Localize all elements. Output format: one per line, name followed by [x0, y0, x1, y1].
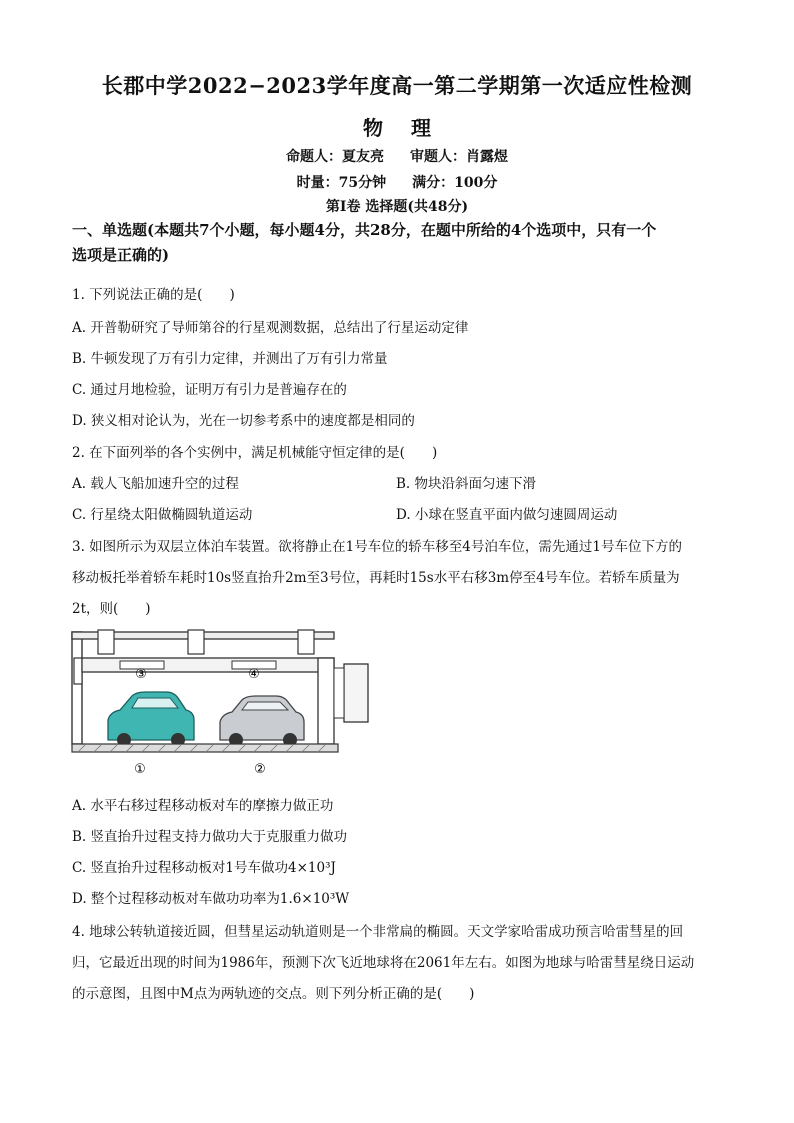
q2-option-c: C. 行星绕太阳做椭圆轨道运动 [72, 507, 253, 523]
q1-option-a: A. 开普勒研究了导师第谷的行星观测数据，总结出了行星运动定律 [72, 320, 469, 336]
author-setter: 命题人：夏友亮 [286, 149, 384, 165]
q4-stem-line: 的示意图，且图中M点为两轨迹的交点。则下列分析正确的是( ) [72, 986, 475, 1002]
full-score: 满分：100分 [412, 175, 498, 191]
q1-option-d: D. 狭义相对论认为，光在一切参考系中的速度都是相同的 [72, 413, 415, 429]
q3-stem-line: 移动板托举着轿车耗时10s竖直抬升2m至3号位，再耗时15s水平右移3m停至4号车位。若轿车质量为 [72, 570, 680, 586]
subject-title [0, 112, 794, 141]
q3-stem-line: 2t，则( ) [72, 601, 151, 617]
q1-stem: 1. 下列说法正确的是( ) [72, 287, 235, 303]
slot-label-2: ② [254, 762, 266, 777]
slot-label-1: ① [134, 762, 146, 777]
q1-option-b: B. 牛顿发现了万有引力定律，并测出了万有引力常量 [72, 351, 388, 367]
exam-title: 长郡中学2022−2023学年度高一第二学期第一次适应性检测 [101, 73, 693, 98]
car-icon [108, 692, 194, 747]
q2-option-a: A. 载人飞船加速升空的过程 [72, 476, 239, 492]
parking-garage-figure [70, 628, 370, 778]
authors-line [0, 146, 794, 166]
q2-stem: 2. 在下面列举的各个实例中，满足机械能守恒定律的是( ) [72, 445, 438, 461]
q2-option-d: D. 小球在竖直平面内做匀速圆周运动 [396, 507, 618, 523]
q3-stem-line: 3. 如图所示为双层立体泊车装置。欲将静止在1号车位的轿车移至4号泊车位，需先通过1号车位下方的 [72, 539, 682, 555]
q3-option-d: D. 整个过程移动板对车做功功率为1.6×10³W [72, 891, 350, 907]
q4-stem-line: 归，它最近出现的时间为1986年，预测下次飞近地球将在2061年左右。如图为地球与哈雷彗星绕日运动 [72, 955, 695, 971]
q1-option-c: C. 通过月地检验，证明万有引力是普遍存在的 [72, 382, 347, 398]
subject-char: 物 [363, 116, 383, 140]
slot-label-3: ③ [135, 667, 147, 682]
car-icon [220, 696, 304, 747]
section-heading-line: 一、单选题(本题共7个小题，每小题4分，共28分，在题中所给的4个选项中，只有一个 [72, 221, 657, 239]
q3-option-c: C. 竖直抬升过程移动板对1号车做功4×10³J [72, 860, 336, 876]
author-reviewer: 审题人：肖露煜 [410, 149, 508, 165]
q3-option-b: B. 竖直抬升过程支持力做功大于克服重力做功 [72, 829, 348, 845]
q3-option-a: A. 水平右移过程移动板对车的摩擦力做正功 [72, 798, 334, 814]
time-line [0, 172, 794, 192]
section-heading-line: 选项是正确的) [72, 246, 170, 264]
time-limit: 时量：75分钟 [296, 175, 387, 191]
q2-option-b: B. 物块沿斜面匀速下滑 [396, 476, 537, 492]
part-title: 第Ⅰ卷 选择题(共48分) [325, 199, 469, 215]
section-heading [72, 218, 732, 268]
subject-char: 理 [411, 116, 431, 140]
slot-label-4: ④ [248, 667, 260, 682]
q4-stem-line: 4. 地球公转轨道接近圆，但彗星运动轨道则是一个非常扁的椭圆。天文学家哈雷成功预言哈雷彗星的回 [72, 924, 684, 940]
